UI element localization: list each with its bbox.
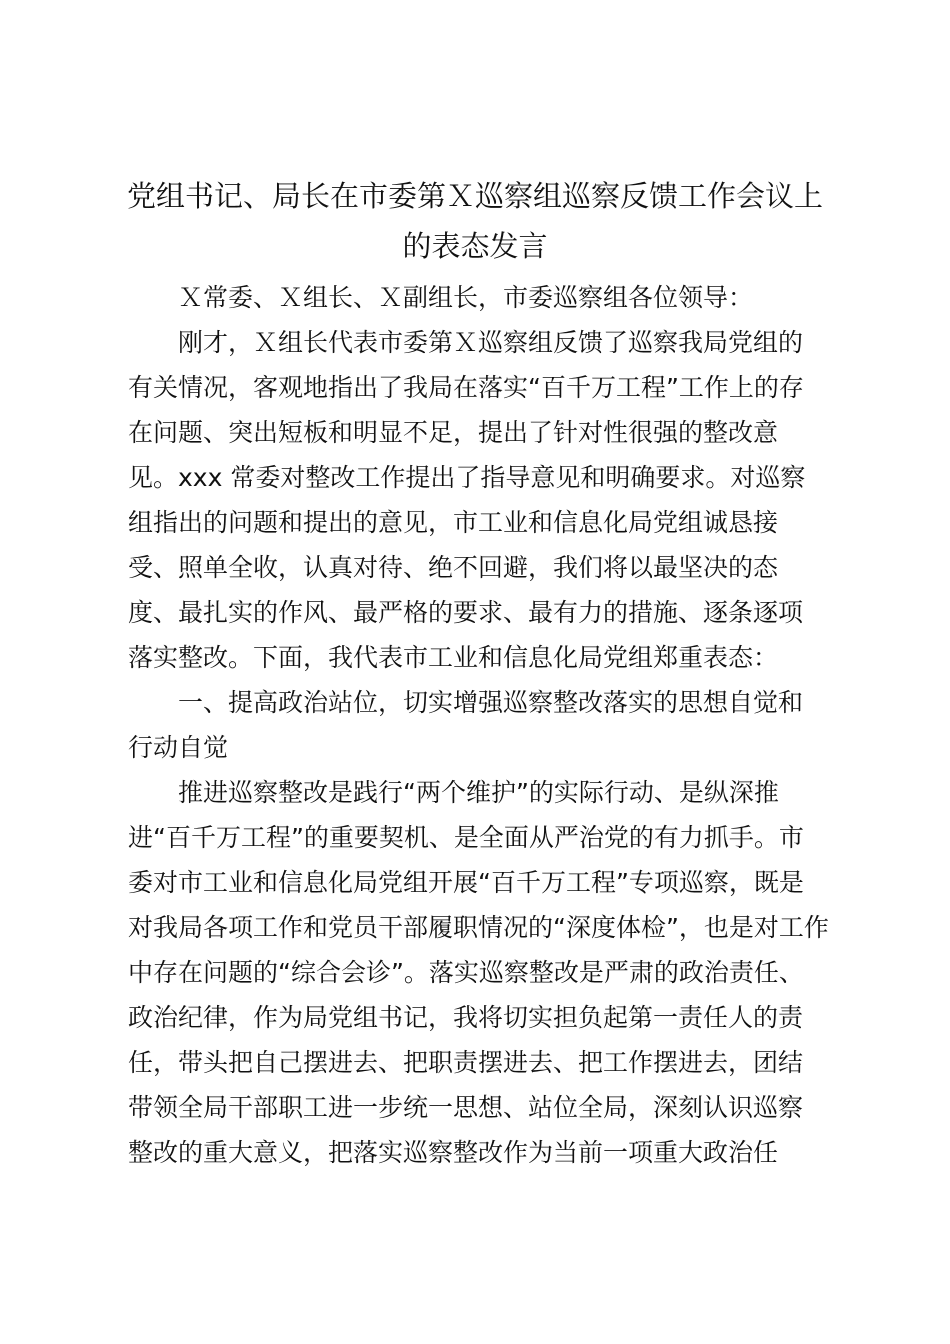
body-line: 进“百千万工程”的重要契机、是全面从严治党的有力抓手。市 xyxy=(128,823,804,852)
body-line: 刚才，Ｘ组长代表市委第Ｘ巡察组反馈了巡察我局党组的 xyxy=(178,328,804,357)
body-line: 委对市工业和信息化局党组开展“百千万工程”专项巡察，既是 xyxy=(128,868,804,897)
body-line: 任，带头把自己摆进去、把职责摆进去、把工作摆进去，团结 xyxy=(128,1048,804,1077)
body-line: 见。xxx 常委对整改工作提出了指导意见和明确要求。对巡察 xyxy=(128,463,806,492)
body-line: 组指出的问题和提出的意见，市工业和信息化局党组诚恳接 xyxy=(128,508,779,537)
document-title-line-2: 的表态发言 xyxy=(402,229,548,263)
body-line: 对我局各项工作和党员干部履职情况的“深度体检”，也是对工作 xyxy=(128,913,829,942)
body-line: 有关情况，客观地指出了我局在落实“百千万工程”工作上的存 xyxy=(128,373,804,402)
body-line: 受、照单全收，认真对待、绝不回避，我们将以最坚决的态 xyxy=(128,553,779,582)
document-body xyxy=(128,275,828,1175)
body-line: 整改的重大意义，把落实巡察整改作为当前一项重大政治任 xyxy=(128,1138,779,1167)
document-title-line-1: 党组书记、局长在市委第Ｘ巡察组巡察反馈工作会议上 xyxy=(126,179,823,213)
body-line: 推进巡察整改是践行“两个维护”的实际行动、是纵深推 xyxy=(178,778,779,807)
section-heading-line: 行动自觉 xyxy=(128,733,229,762)
section-heading-line: 一、提高政治站位，切实增强巡察整改落实的思想自觉和 xyxy=(178,688,804,717)
body-line: 度、最扎实的作风、最严格的要求、最有力的措施、逐条逐项 xyxy=(128,598,804,627)
salutation-line: Ｘ常委、Ｘ组长、Ｘ副组长，市委巡察组各位领导： xyxy=(178,283,754,312)
body-line: 在问题、突出短板和明显不足，提出了针对性很强的整改意 xyxy=(128,418,779,447)
body-line: 中存在问题的“综合会诊”。落实巡察整改是严肃的政治责任、 xyxy=(128,958,804,987)
body-line: 落实整改。下面，我代表市工业和信息化局党组郑重表态： xyxy=(128,643,779,672)
body-line: 政治纪律，作为局党组书记，我将切实担负起第一责任人的责 xyxy=(128,1003,804,1032)
body-line: 带领全局干部职工进一步统一思想、站位全局，深刻认识巡察 xyxy=(128,1093,804,1122)
